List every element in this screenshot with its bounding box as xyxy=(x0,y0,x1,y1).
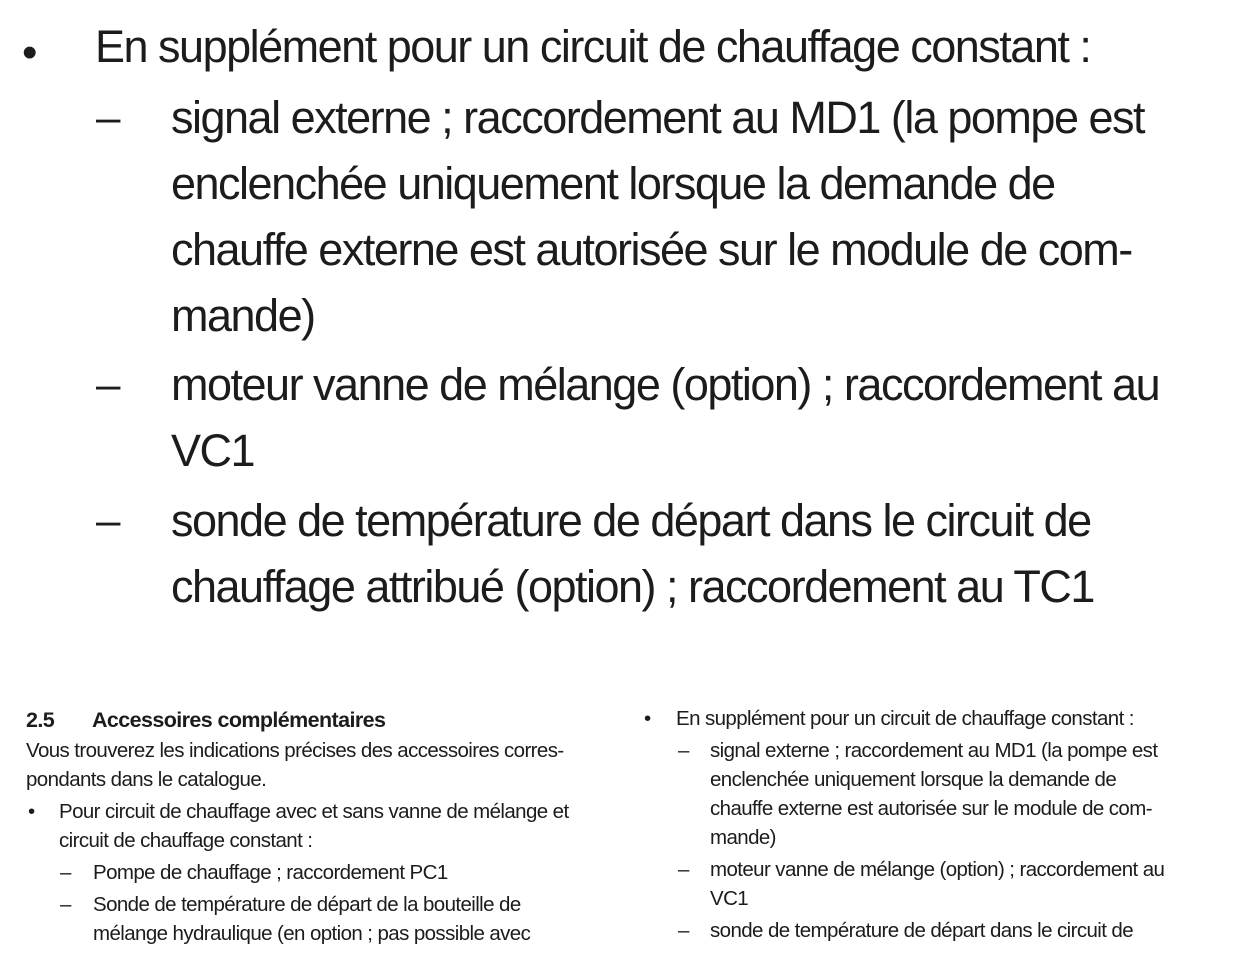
list-item xyxy=(171,352,1159,484)
list-item-line: moteur vanne de mélange (option) ; raccordement au xyxy=(171,359,1160,410)
sub-item-line: enclenchée uniquement lorsque la demande de xyxy=(710,768,1117,791)
list-item-line: sonde de température de départ dans le circuit de xyxy=(171,495,1091,546)
sub-item-line: sonde de température de départ dans le circuit de xyxy=(710,919,1134,942)
sub-item-line: chauffe externe est autorisée sur le module de com- xyxy=(710,797,1152,820)
sub-item-line: moteur vanne de mélange (option) ; raccordement au xyxy=(710,858,1165,881)
paragraph-line: Vous trouverez les indications précises des accessoires corres- xyxy=(26,739,564,762)
sub-item-line: VC1 xyxy=(710,887,749,910)
section-title: Accessoires complémentaires xyxy=(92,708,386,732)
dash-marker: – xyxy=(678,739,689,762)
sub-item-line: mande) xyxy=(710,826,776,849)
list-item-line: signal externe ; raccordement au MD1 (la pompe est xyxy=(171,92,1145,143)
dash-marker: – xyxy=(60,893,71,916)
dash-marker: – xyxy=(96,360,121,409)
bullet-line: Pour circuit de chauffage avec et sans vanne de mélange et xyxy=(59,800,569,823)
intro-paragraph xyxy=(26,736,586,794)
bullet-item xyxy=(640,704,1230,733)
section-number: 2.5 xyxy=(26,708,55,732)
bullet-line: circuit de chauffage constant : xyxy=(59,829,313,852)
bullet-marker: • xyxy=(22,28,38,77)
bullet-lead-text: En supplément pour un circuit de chauffage constant : xyxy=(95,21,1091,72)
dash-marker: – xyxy=(678,919,689,942)
dash-marker: – xyxy=(96,496,121,545)
sub-list-item xyxy=(640,736,1230,852)
dash-marker: – xyxy=(678,858,689,881)
paragraph-line: pondants dans le catalogue. xyxy=(26,768,267,791)
list-item-line: chauffe externe est autorisée sur le module de com- xyxy=(171,224,1132,275)
dash-marker: – xyxy=(60,861,71,884)
sub-item-line: Sonde de température de départ de la bouteille de xyxy=(93,893,521,916)
list-item-line: enclenchée uniquement lorsque la demande de xyxy=(171,158,1055,209)
bullet-line: En supplément pour un circuit de chauffage constant : xyxy=(676,707,1134,730)
list-item-line: VC1 xyxy=(171,425,255,476)
sub-list-item xyxy=(640,916,1230,945)
sub-item-line: Pompe de chauffage ; raccordement PC1 xyxy=(93,861,448,884)
list-item-line: chauffage attribué (option) ; raccordement au TC1 xyxy=(171,561,1094,612)
list-item xyxy=(171,488,1094,620)
sub-item-line: signal externe ; raccordement au MD1 (la pompe est xyxy=(710,739,1158,762)
right-column xyxy=(640,704,1230,945)
bullet-marker: • xyxy=(644,707,651,730)
bullet-item xyxy=(26,797,586,855)
list-item-line: mande) xyxy=(171,290,315,341)
bullet-marker: • xyxy=(28,800,35,823)
sub-list-item xyxy=(26,890,586,948)
section-heading xyxy=(26,704,586,736)
sub-list-item xyxy=(26,858,586,887)
dash-marker: – xyxy=(96,93,121,142)
left-column xyxy=(26,704,586,948)
sub-item-line: mélange hydraulique (en option ; pas possible avec xyxy=(93,922,531,945)
list-item xyxy=(171,85,1144,349)
sub-list-item xyxy=(640,855,1230,913)
